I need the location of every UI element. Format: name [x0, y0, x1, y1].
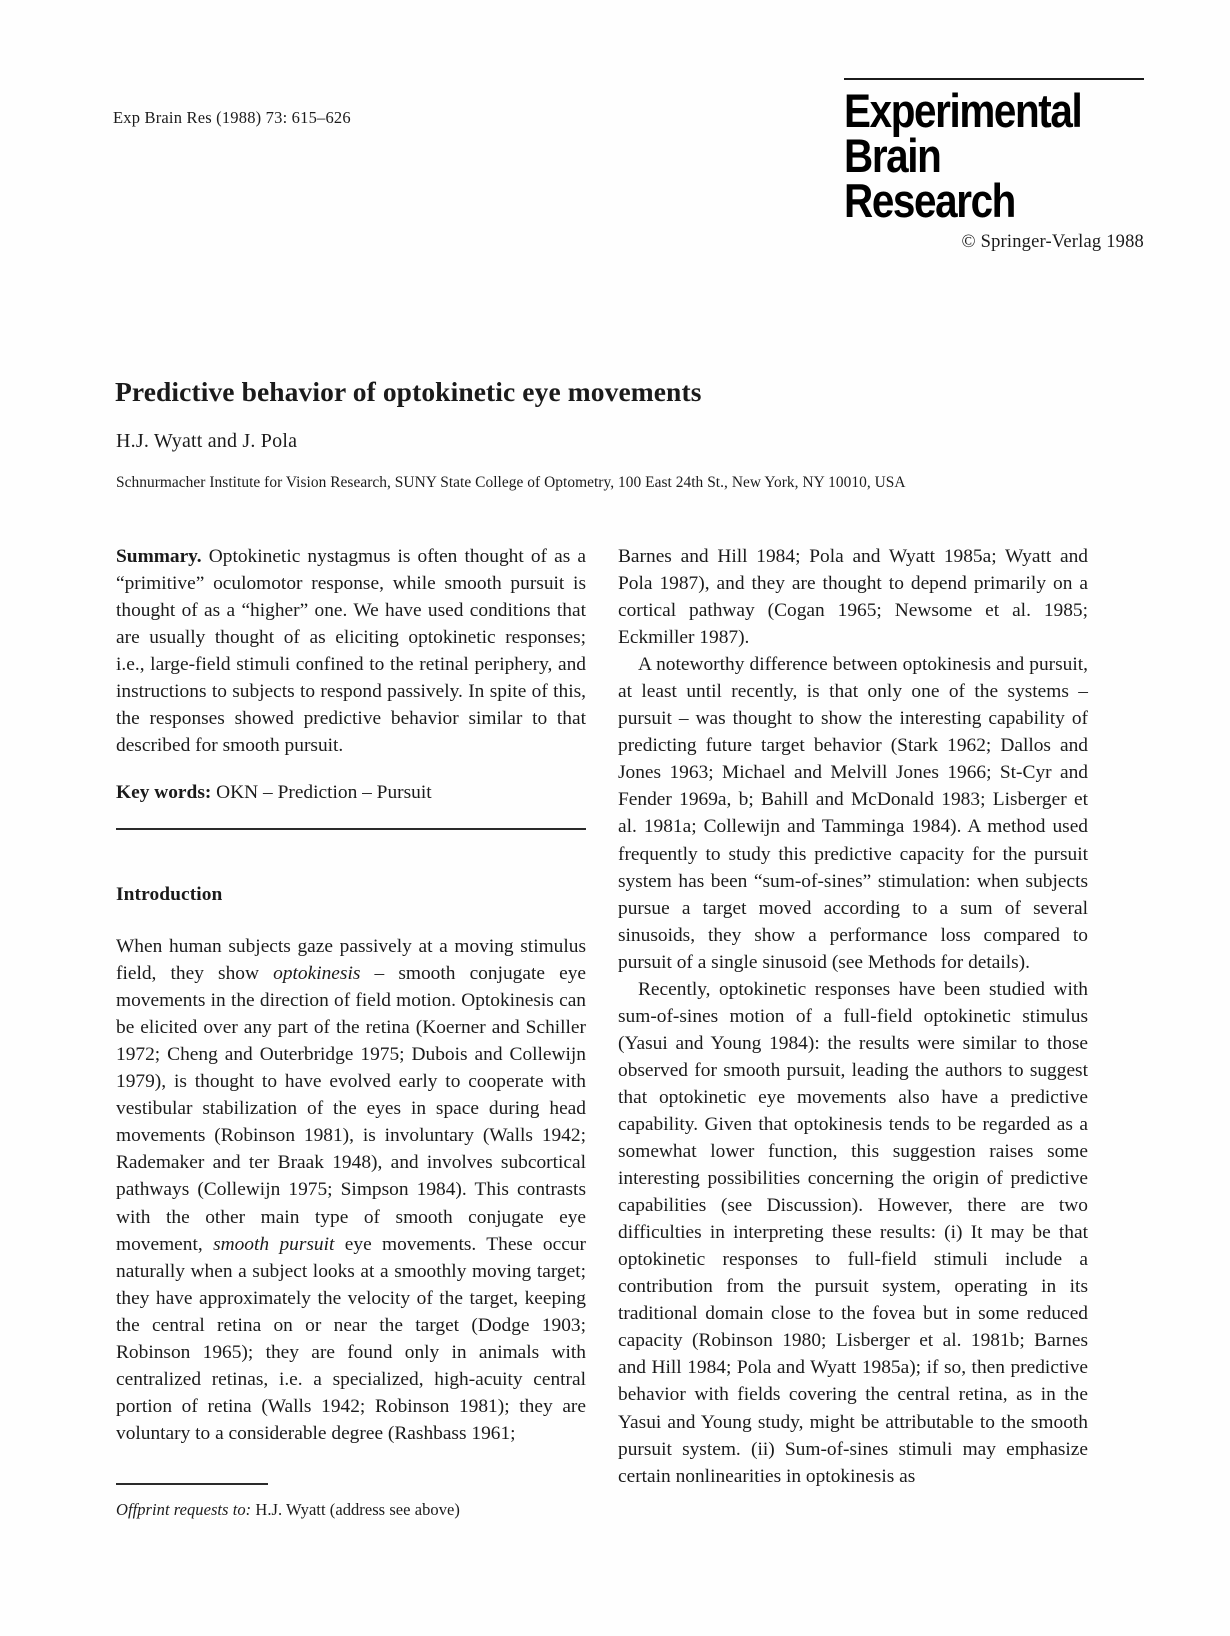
abstract-paragraph — [116, 543, 586, 759]
article-title: Predictive behavior of optokinetic eye movements — [115, 376, 702, 408]
keywords-spacer — [116, 759, 586, 779]
journal-masthead — [844, 78, 1144, 253]
body-paragraph-1: Barnes and Hill 1984; Pola and Wyatt 1985a; Wyatt and Pola 1987), and they are thought to depend primarily on a cortical pathway (Cogan 1965; Newsome et al. 1985; Eckmiller 1987). — [618, 546, 1088, 649]
journal-title-line2: Brain Research — [844, 129, 1016, 228]
masthead-divider — [844, 78, 1144, 80]
summary-label: Summary. — [116, 546, 202, 567]
body-paragraph-2: A noteworthy difference between optokinesis and pursuit, at least until recently, is that only one of the systems – pursuit – was thought to show the interesting capability of predicting future target behavior (Stark 1962; Dallos and Jones 1963; Michael and Melvill Jones 1966; St-Cyr and Fender 1969a, b; Bahill and McDonald 1983; Lisberger et al. 1981a; Collewijn and Tamminga 1984). A method used frequently to study this predictive capacity for the pursuit system has been “sum-of-sines” stimulation: when subjects pursue a target moved according to a sum of several sinusoids, they show a performance loss compared to pursuit of a single sinusoid (see Methods for details). — [618, 654, 1088, 973]
running-head: Exp Brain Res (1988) 73: 615–626 — [113, 108, 351, 127]
summary-body: Optokinetic nystagmus is often thought of as a “primitive” oculomotor response, while smooth pursuit is thought of as a “higher” one. We have used conditions that are usually thought of as eliciting optokinetic responses; i.e., large-field stimuli confined to the retinal periphery, and instructions to subjects to respond passively. In spite of this, the responses showed predictive behavior similar to that described for smooth pursuit. — [116, 546, 586, 757]
intro-paragraph — [116, 933, 586, 1447]
intro-text-part3: eye movements. These occur naturally when a subject looks at a smoothly moving target; they have approximately the velocity of the target, keeping the central retina on or near the target (Dodge 1903; Robinson 1965); they are found only in animals with centralized retinas, i.e. a specialized, high-acuity central portion of retina (Walls 1942; Robinson 1981); they are voluntary to a considerable degree (Rashbass 1961; — [116, 1233, 586, 1444]
offprint-note — [116, 1499, 586, 1520]
column-left — [116, 543, 586, 1447]
intro-text-part2: – smooth conjugate eye movements in the direction of field motion. Optokinesis can be elicited over any part of the retina (Koerner and Schiller 1972; Cheng and Outerbridge 1975; Dubois and Collewijn 1979), is thought to have evolved early to cooperate with vestibular stabilization of the eyes in space during head movements (Robinson 1981), is involuntary (Walls 1942; Rademaker and ter Braak 1948), and involves subcortical pathways (Collewijn 1975; Simpson 1984). This contrasts with the other main type of smooth conjugate eye movement, — [116, 963, 586, 1255]
intro-italic-optokinesis: optokinesis — [273, 963, 361, 985]
author-list: H.J. Wyatt and J. Pola — [116, 430, 298, 452]
keywords-label: Key words: — [116, 782, 212, 804]
offprint-label: Offprint requests to: — [116, 1499, 252, 1519]
footnote-divider — [116, 1483, 268, 1485]
section-heading-introduction: Introduction — [116, 884, 223, 906]
intro-italic-smooth-pursuit: smooth pursuit — [213, 1233, 335, 1255]
footnote-block — [116, 1483, 586, 1520]
offprint-text: H.J. Wyatt (address see above) — [251, 1499, 460, 1519]
publisher-line: © Springer-Verlag 1988 — [961, 232, 1144, 253]
intro-text-part1: When human subjects gaze passively at a moving stimulus field, they show — [116, 936, 586, 985]
abstract-divider — [116, 828, 586, 830]
affiliation: Schnurmacher Institute for Vision Research, SUNY State College of Optometry, 100 East 24th St., New York, NY 10010, USA — [116, 474, 906, 491]
journal-title-line1: Experimental — [844, 84, 1082, 137]
body-paragraph-3: Recently, optokinetic responses have been studied with sum-of-sines motion of a full-field optokinetic stimulus (Yasui and Young 1984): the results were similar to those observed for smooth pursuit, leading the authors to suggest that optokinetic eye movements also have a predictive capability. Given that optokinesis tends to be regarded as a somewhat lower function, this suggestion raises some interesting possibilities concerning the origin of predictive capabilities (see Discussion). However, there are two difficulties in interpreting these results: (i) It may be that optokinetic responses to full-field stimuli include a contribution from the pursuit system, operating in its traditional domain close to the fovea but in some reduced capacity (Robinson 1980; Lisberger et al. 1981b; Barnes and Hill 1984; Pola and Wyatt 1985a); if so, then predictive behavior with fields covering the central retina, as in the Yasui and Young study, might be attributable to the smooth pursuit system. (ii) Sum-of-sines stimuli may emphasize certain nonlinearities in optokinesis as — [618, 978, 1088, 1487]
keywords-paragraph — [116, 779, 586, 806]
journal-title — [844, 84, 1102, 228]
column-right — [618, 543, 1088, 1490]
keywords-body: OKN – Prediction – Pursuit — [211, 782, 432, 804]
